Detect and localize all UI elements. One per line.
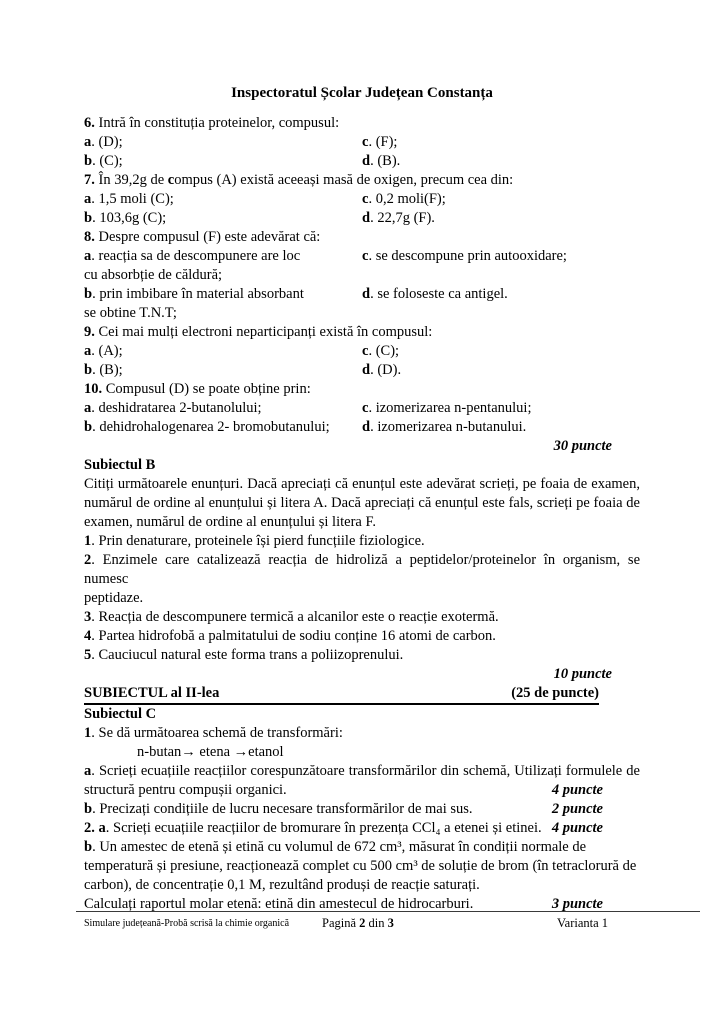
question-9-options-row-1 — [84, 342, 640, 361]
option-text: . deshidratarea 2-butanolului; — [91, 400, 262, 416]
option-letter: a — [84, 134, 92, 150]
question-text: Intră în constituția proteinelor, compusul: — [94, 115, 340, 131]
option-text: . 22,7g (F). — [370, 210, 435, 226]
option-10a — [84, 399, 362, 418]
option-text: . (B). — [370, 153, 401, 169]
option-text: . (D); — [91, 134, 123, 150]
exercise-2b-line-1 — [84, 838, 640, 857]
statement-3 — [84, 608, 640, 627]
option-6a — [84, 133, 362, 152]
footer-variant-label: Varianta 1 — [557, 916, 609, 930]
option-text: . izomerizarea n-pentanului; — [368, 400, 532, 416]
statement-number: 5 — [84, 647, 92, 663]
statement-number: 1 — [84, 533, 92, 549]
option-text: . 0,2 moli(F); — [368, 191, 446, 207]
option-letter: d — [362, 210, 371, 226]
statement-text: . Enzimele care catalizează reacția de hidroliză a peptidelor/proteinelor în organism, se numesc — [84, 552, 640, 587]
option-6c — [362, 133, 640, 152]
statement-text: . Reacția de descompunere termică a alcanilor este o reacție exotermă. — [91, 609, 499, 625]
option-9d — [362, 361, 640, 380]
transformation-schema: n-butan→ etena →etanol — [137, 744, 284, 760]
item-letter: 2. a — [84, 820, 106, 836]
statement-5 — [84, 646, 640, 665]
statement-text: . Partea hidrofobă a palmitatului de sodiu conține 16 atomi de carbon. — [91, 628, 496, 644]
question-9-stem — [84, 323, 640, 342]
statement-number: 4 — [84, 628, 92, 644]
footer-page-mid: din — [365, 916, 388, 930]
footer — [0, 916, 725, 936]
statement-2-continuation: peptidaze. — [84, 590, 144, 606]
option-letter: c — [362, 343, 369, 359]
points-subject-b: 10 puncte — [553, 666, 612, 682]
question-9-options-row-2 — [84, 361, 640, 380]
option-8c — [362, 247, 640, 266]
option-6d — [362, 152, 640, 171]
option-letter: b — [84, 362, 93, 378]
exercise-1a-line-1 — [84, 762, 640, 781]
exercise-2b-line-2: temperatură și presiune, reacționează complet cu 500 cm³ de soluție de brom (în tetraclorură de — [84, 858, 637, 874]
subiect-b-intro-line-2: numărul de ordine al enunțului și litera A. Dacă apreciați că enunțul este fals, scrieți pe foaia de — [84, 495, 640, 511]
option-8-empty-cell — [362, 266, 640, 285]
option-text: . 103,6g (C); — [92, 210, 167, 226]
option-letter: c — [362, 191, 369, 207]
statement-number: 3 — [84, 609, 92, 625]
option-9b — [84, 361, 362, 380]
option-text: . (D). — [370, 362, 402, 378]
footer-page-pre: Pagină — [322, 916, 360, 930]
question-8-options-row-2 — [84, 266, 640, 285]
points-subject-a: 30 puncte — [553, 438, 612, 454]
question-number: 9. — [84, 324, 95, 340]
option-letter: a — [84, 400, 92, 416]
option-text: . (B); — [92, 362, 123, 378]
footer-left-label: Simulare județeană-Probă scrisă la chimie organică — [84, 918, 290, 929]
item-text: . Scrieți ecuațiile reacțiilor de bromurare în prezența CCl₄ a etenei și etinei. — [105, 820, 542, 836]
option-letter: d — [362, 419, 371, 435]
option-letter: d — [362, 286, 371, 302]
option-letter: b — [84, 419, 93, 435]
item-text: . Scrieți ecuațiile reacțiilor corespunzătoare transformărilor din schemă, Utilizați formulele de — [91, 763, 640, 779]
question-8-options-row-1 — [84, 247, 640, 266]
question-6-stem — [84, 114, 640, 133]
document-content — [84, 84, 640, 914]
option-7c — [362, 190, 640, 209]
footer-page-number: 2 — [359, 916, 366, 930]
exercise-number: 1 — [84, 725, 92, 741]
option-letter: c — [362, 134, 369, 150]
subiect-b-intro-line-3: examen, numărul de ordine al enunțului și litera F. — [84, 514, 376, 530]
option-8a-continuation: cu absorbție de căldură; — [84, 267, 223, 283]
statement-1 — [84, 532, 640, 551]
option-7b — [84, 209, 362, 228]
section-points: (25 de puncte) — [511, 685, 599, 701]
item-lead — [84, 800, 473, 819]
footer-divider — [76, 911, 700, 912]
exercise-2a — [84, 819, 640, 838]
option-8-empty-cell — [362, 304, 640, 323]
section-subiectul-b: Subiectul B — [84, 457, 156, 473]
option-letter: b — [84, 286, 93, 302]
points-2a: 4 puncte — [551, 820, 603, 836]
exercise-1-stem — [84, 724, 640, 743]
points-1b: 2 puncte — [551, 801, 603, 817]
option-text: . (C); — [92, 153, 123, 169]
question-7-options-row-1 — [84, 190, 640, 209]
statement-4 — [84, 627, 640, 646]
option-letter: a — [84, 248, 92, 264]
option-text: . prin imbibare în material absorbant — [92, 286, 304, 302]
option-6b — [84, 152, 362, 171]
question-text: Cei mai mulți electroni neparticipanți există în compusul: — [94, 324, 433, 340]
option-text: . se foloseste ca antigel. — [370, 286, 508, 302]
question-text-bold: c — [167, 172, 175, 188]
statement-2 — [84, 551, 640, 589]
item-text: . Precizați condițiile de lucru necesare transformărilor de mai sus. — [92, 801, 473, 817]
option-7d — [362, 209, 640, 228]
question-text: Compusul (D) se poate obține prin: — [102, 381, 311, 397]
option-8d — [362, 285, 640, 304]
question-text: Despre compusul (F) este adevărat că: — [94, 229, 321, 245]
option-10b — [84, 418, 362, 437]
question-7-stem — [84, 171, 640, 190]
option-letter: a — [84, 191, 92, 207]
option-10d — [362, 418, 640, 437]
statement-text: . Cauciucul natural este forma trans a poliizoprenului. — [91, 647, 404, 663]
footer-page-total: 3 — [387, 916, 394, 930]
option-letter: d — [362, 153, 371, 169]
section-subiectul-2 — [84, 684, 599, 705]
exercise-text: . Se dă următoarea schemă de transformări: — [91, 725, 343, 741]
option-letter: c — [362, 248, 369, 264]
option-letter: c — [362, 400, 369, 416]
option-text: . (A); — [91, 343, 123, 359]
exercise-1b — [84, 800, 640, 819]
option-8b — [84, 285, 362, 304]
question-number: 6. — [84, 115, 95, 131]
question-10-options-row-2 — [84, 418, 640, 437]
option-letter: b — [84, 210, 93, 226]
points-2b: 3 puncte — [551, 896, 603, 912]
option-text: . dehidrohalogenarea 2- bromobutanului; — [92, 419, 330, 435]
item-text: . Un amestec de etenă și etină cu volumul de 672 cm³, măsurat în condiții normale de — [92, 839, 587, 855]
question-8-options-row-3 — [84, 285, 640, 304]
item-letter: a — [84, 763, 92, 779]
statement-text: . Prin denaturare, proteinele își pierd funcțiile fiziologice. — [91, 533, 425, 549]
question-number: 7. — [84, 172, 95, 188]
question-text: În 39,2g de — [94, 172, 168, 188]
option-text: . 1,5 moli (C); — [91, 191, 174, 207]
option-text: . izomerizarea n-butanului. — [370, 419, 527, 435]
question-number: 10. — [84, 381, 103, 397]
points-1a: 4 puncte — [551, 782, 603, 798]
option-8a — [84, 247, 362, 266]
question-10-stem — [84, 380, 640, 399]
question-6-options-row-2 — [84, 152, 640, 171]
option-text: . (F); — [368, 134, 398, 150]
section-title: SUBIECTUL al II-lea — [84, 685, 220, 701]
section-subiectul-c: Subiectul C — [84, 706, 157, 722]
document-title: Inspectoratul Școlar Județean Constanța — [231, 85, 493, 101]
exercise-2b-line-3: carbon), de concentrație 0,1 M, rezultând produși de reacție saturați. — [84, 877, 480, 893]
question-10-options-row-1 — [84, 399, 640, 418]
item-letter: b — [84, 839, 93, 855]
subiect-b-intro-line-1: Citiți următoarele enunțuri. Dacă apreciați că enunțul este adevărat scrieți, pe foaia de examen, — [84, 476, 640, 492]
option-9a — [84, 342, 362, 361]
item-letter: b — [84, 801, 93, 817]
exercise-1a-line-2 — [84, 781, 640, 800]
option-9c — [362, 342, 640, 361]
option-letter: d — [362, 362, 371, 378]
option-letter: a — [84, 343, 92, 359]
question-6-options-row-1 — [84, 133, 640, 152]
question-8-options-row-4 — [84, 304, 640, 323]
item-text: structură pentru compușii organici. — [84, 782, 287, 798]
statement-number: 2 — [84, 552, 92, 568]
option-7a — [84, 190, 362, 209]
option-text: . se descompune prin autooxidare; — [368, 248, 567, 264]
question-8-stem — [84, 228, 640, 247]
footer-page-indicator — [322, 916, 394, 931]
option-8b-continuation: se obtine T.N.T; — [84, 305, 177, 321]
question-text: ompus (A) există aceeași masă de oxigen, precum cea din: — [174, 172, 514, 188]
item-text: Calculați raportul molar etenă: etină din amestecul de hidrocarburi. — [84, 896, 474, 912]
option-text: . (C); — [368, 343, 400, 359]
question-number: 8. — [84, 229, 95, 245]
option-letter: b — [84, 153, 93, 169]
option-text: . reacția sa de descompunere are loc — [91, 248, 301, 264]
question-7-options-row-2 — [84, 209, 640, 228]
option-10c — [362, 399, 640, 418]
item-lead — [84, 819, 542, 838]
